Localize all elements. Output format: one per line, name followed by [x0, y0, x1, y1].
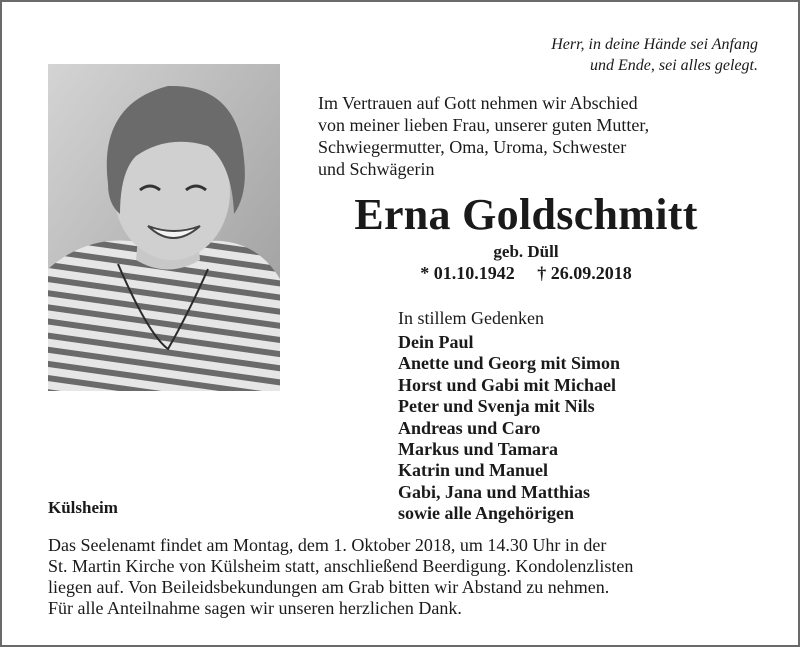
memorial-heading: In stillem Gedenken: [398, 308, 544, 328]
mourner-entry: Horst und Gabi mit Michael: [398, 374, 617, 395]
service-line: liegen auf. Von Beileidsbekundungen am Grab bitten wir Abstand zu nehmen.: [48, 577, 610, 597]
birth-date: * 01.10.1942: [420, 263, 515, 283]
mourner-entry: Peter und Svenja mit Nils: [398, 396, 595, 417]
portrait-photo: [48, 64, 280, 391]
service-line: Das Seelenamt findet am Montag, dem 1. Oktober 2018, um 14.30 Uhr in der: [48, 535, 607, 555]
mourner-entry: Katrin und Manuel: [398, 460, 549, 481]
intro-line: und Schwägerin: [318, 159, 435, 179]
mourner-entry: Anette und Georg mit Simon: [398, 353, 620, 374]
mourner-entry: Dein Paul: [398, 332, 474, 352]
portrait-image: [48, 64, 280, 391]
motto-line: und Ende, sei alles gelegt.: [590, 57, 758, 74]
intro-line: von meiner lieben Frau, unserer guten Mutter,: [318, 115, 650, 135]
mourner-entry: Markus und Tamara: [398, 439, 559, 460]
mourner-entry: Andreas und Caro: [398, 417, 541, 438]
place-name: Külsheim: [48, 498, 118, 517]
service-info: [48, 535, 768, 619]
mourner-entry: Gabi, Jana und Matthias: [398, 481, 591, 502]
intro-line: Schwiegermutter, Oma, Uroma, Schwester: [318, 137, 627, 157]
deceased-name: Erna Goldschmitt: [354, 190, 698, 239]
mourners-list: [398, 332, 620, 525]
service-line: Für alle Anteilnahme sagen wir unseren herzlichen Dank.: [48, 598, 462, 618]
life-dates: [336, 262, 716, 284]
motto-line: Herr, in deine Hände sei Anfang: [551, 36, 758, 53]
service-line: St. Martin Kirche von Külsheim statt, anschließend Beerdigung. Kondolenzlisten: [48, 556, 634, 576]
intro-text: [318, 92, 738, 180]
bible-motto: [438, 34, 758, 76]
death-date: † 26.09.2018: [537, 263, 632, 283]
maiden-name: geb. Düll: [493, 242, 559, 261]
mourner-entry: sowie alle Angehörigen: [398, 503, 574, 524]
intro-line: Im Vertrauen auf Gott nehmen wir Abschied: [318, 93, 638, 113]
